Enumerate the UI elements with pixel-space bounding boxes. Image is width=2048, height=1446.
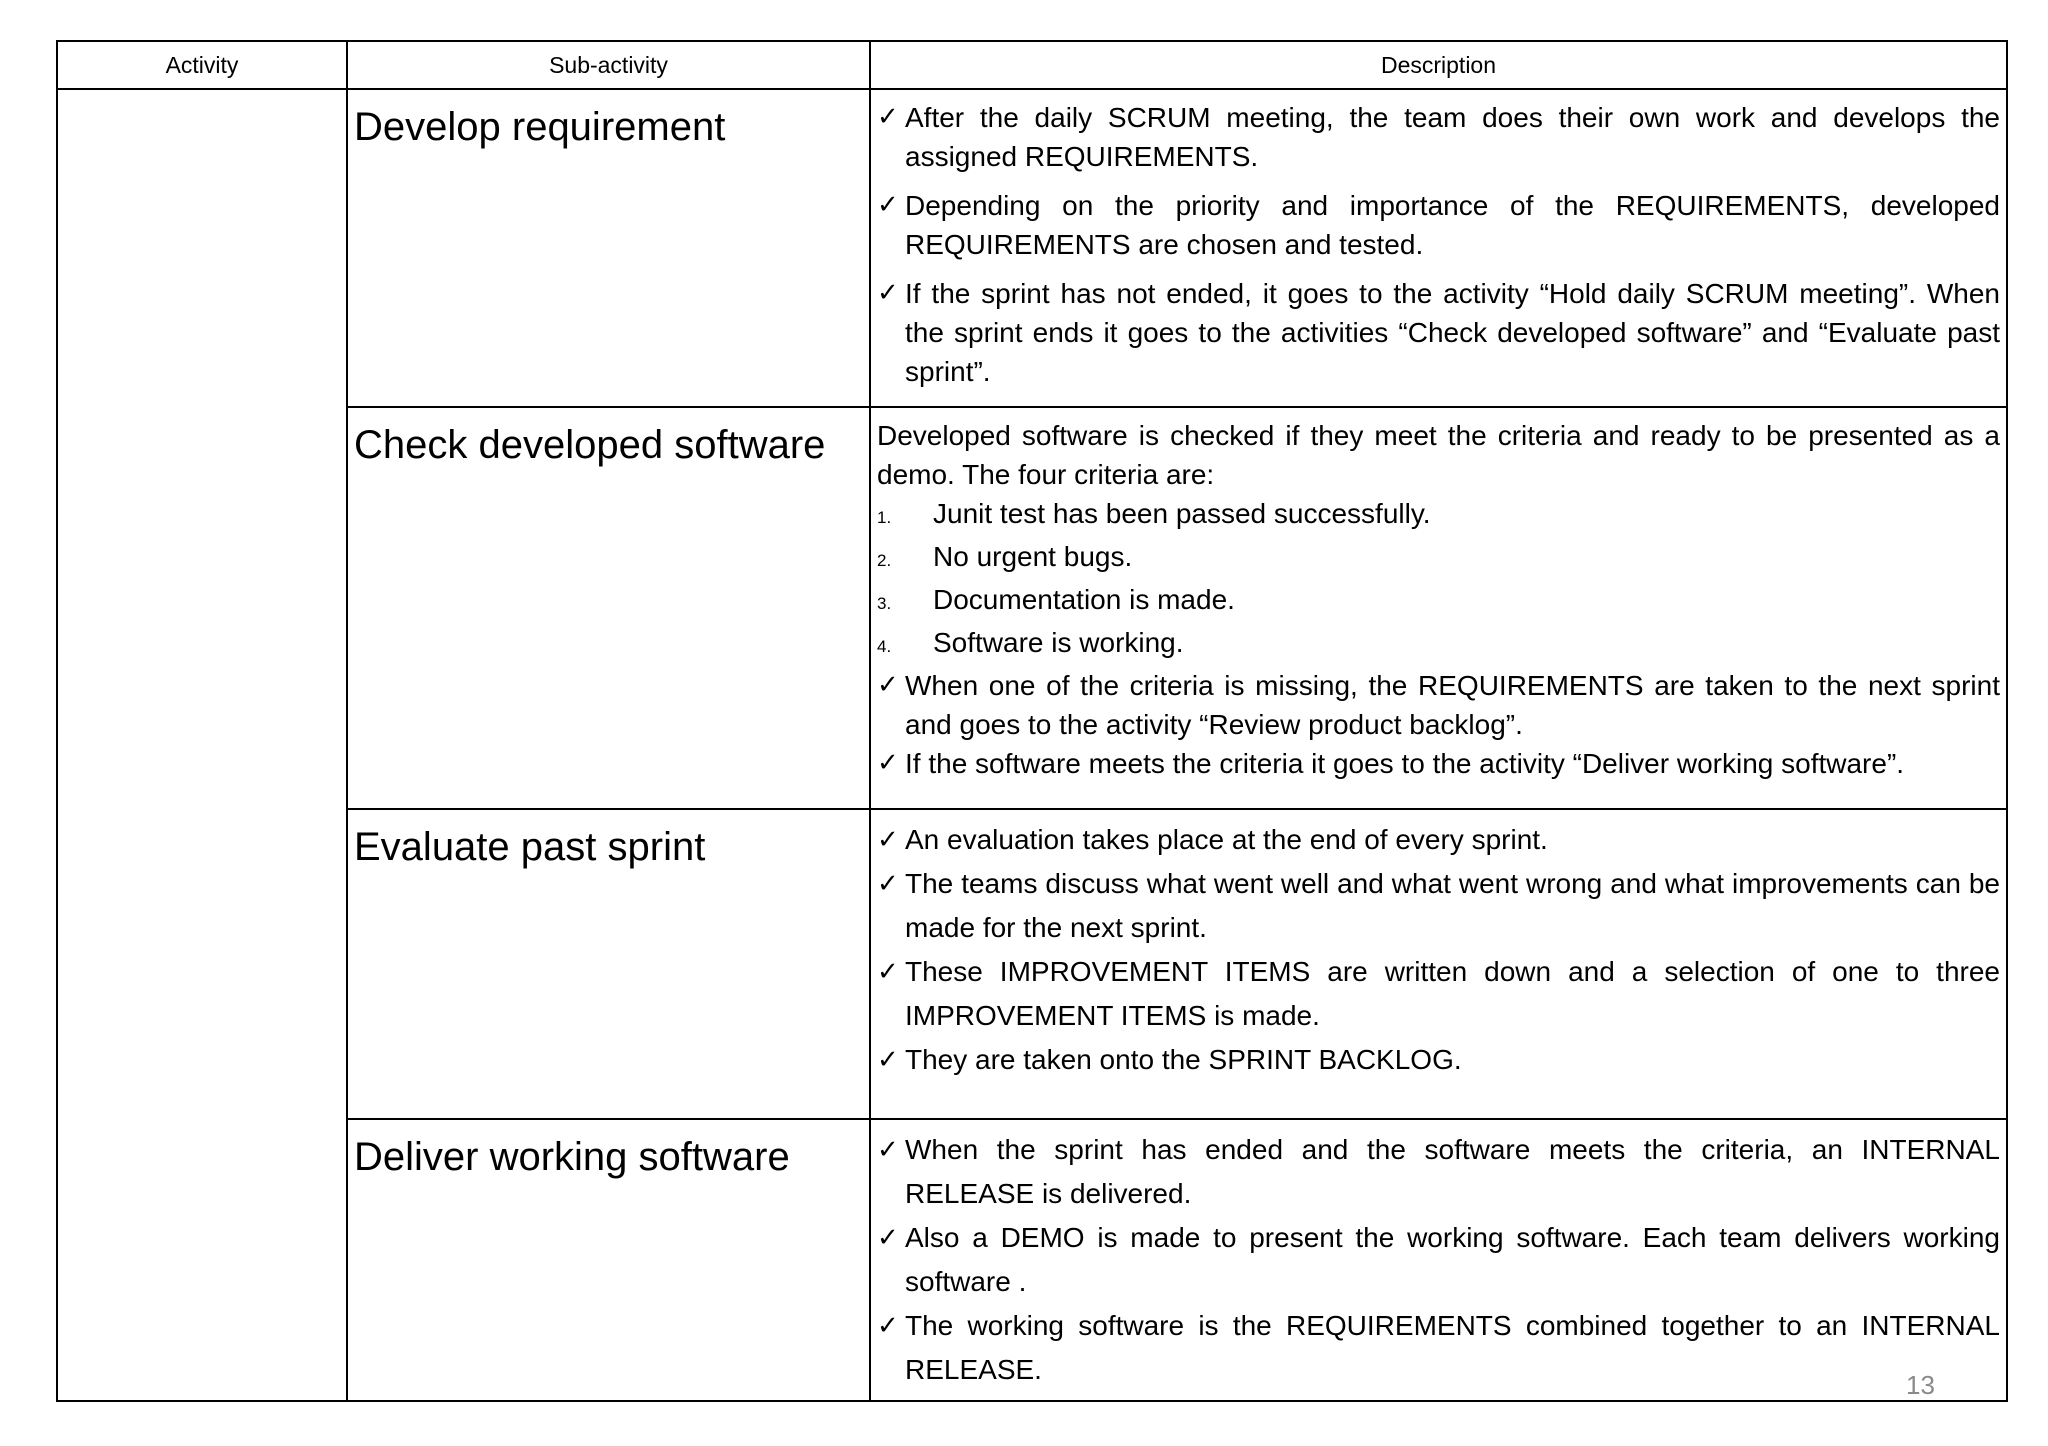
checkmark-icon: ✓ xyxy=(877,278,899,308)
header-description: Description xyxy=(870,41,2007,89)
list-item: ✓ The teams discuss what went well and what went wrong and what improvements can be made for the next sprint. xyxy=(877,862,2000,950)
checkmark-icon: ✓ xyxy=(877,825,899,855)
header-activity: Activity xyxy=(57,41,347,89)
activity-cell xyxy=(57,89,347,1401)
description-cell xyxy=(870,89,2007,407)
list-item: ✓ Also a DEMO is made to present the working software. Each team delivers working software . xyxy=(877,1216,2000,1304)
list-item: ✓ When the sprint has ended and the software meets the criteria, an INTERNAL RELEASE is delivered. xyxy=(877,1128,2000,1216)
list-item: 2. No urgent bugs. xyxy=(877,541,1133,572)
sub-activity-cell xyxy=(347,89,870,407)
sub-activity-cell xyxy=(347,809,870,1119)
checkmark-icon: ✓ xyxy=(877,957,899,987)
list-item: ✓ These IMPROVEMENT ITEMS are written down and a selection of one to three IMPROVEMENT ITEMS is made. xyxy=(877,950,2000,1038)
checkmark-icon: ✓ xyxy=(877,1135,899,1165)
list-item: 1. Junit test has been passed successfully. xyxy=(877,498,1431,529)
checkmark-icon: ✓ xyxy=(877,102,899,132)
table-row xyxy=(57,407,2007,809)
list-item: ✓ After the daily SCRUM meeting, the team does their own work and develops the assigned REQUIREMENTS. xyxy=(877,98,2000,176)
checkmark-icon: ✓ xyxy=(877,1311,899,1341)
list-item: 3. Documentation is made. xyxy=(877,584,1235,615)
description-cell xyxy=(870,1119,2007,1401)
page-number: 13 xyxy=(1906,1370,1935,1400)
list-item: ✓ They are taken onto the SPRINT BACKLOG. xyxy=(877,1038,2000,1082)
list-item: ✓ If the sprint has not ended, it goes to the activity “Hold daily SCRUM meeting”. When the sprint ends it goes to the activities “Check developed software” and “Evaluate past sprint”. xyxy=(877,274,2000,391)
checkmark-icon: ✓ xyxy=(877,670,899,700)
table-row xyxy=(57,89,2007,407)
checkmark-icon: ✓ xyxy=(877,748,899,778)
sub-activity-title: Develop requirement xyxy=(354,105,726,149)
list-item: ✓ Depending on the priority and importance of the REQUIREMENTS, developed REQUIREMENTS are chosen and tested. xyxy=(877,186,2000,264)
description-intro: Developed software is checked if they meet the criteria and ready to be presented as a demo. The four criteria are: xyxy=(877,420,2000,490)
table-row xyxy=(57,809,2007,1119)
list-item: ✓ The working software is the REQUIREMENTS combined together to an INTERNAL RELEASE. xyxy=(877,1304,2000,1392)
checkmark-icon: ✓ xyxy=(877,1223,899,1253)
list-item: ✓ When one of the criteria is missing, the REQUIREMENTS are taken to the next sprint and goes to the activity “Review product backlog”. xyxy=(877,666,2000,744)
sub-activity-title: Deliver working software xyxy=(354,1135,790,1179)
list-item: ✓ If the software meets the criteria it goes to the activity “Deliver working software”. xyxy=(877,744,2000,783)
description-cell xyxy=(870,407,2007,809)
table-header-row xyxy=(57,41,2007,89)
description-cell xyxy=(870,809,2007,1119)
table-row xyxy=(57,1119,2007,1401)
sub-activity-cell xyxy=(347,407,870,809)
checkmark-icon: ✓ xyxy=(877,869,899,899)
checkmark-icon: ✓ xyxy=(877,190,899,220)
sub-activity-cell xyxy=(347,1119,870,1401)
list-item: ✓ An evaluation takes place at the end of every sprint. xyxy=(877,818,2000,862)
list-item: 4. Software is working. xyxy=(877,627,1184,658)
header-sub-activity: Sub-activity xyxy=(347,41,870,89)
activity-table xyxy=(56,40,2008,1402)
sub-activity-title: Check developed software xyxy=(354,423,826,467)
sub-activity-title: Evaluate past sprint xyxy=(354,825,706,869)
checkmark-icon: ✓ xyxy=(877,1045,899,1075)
